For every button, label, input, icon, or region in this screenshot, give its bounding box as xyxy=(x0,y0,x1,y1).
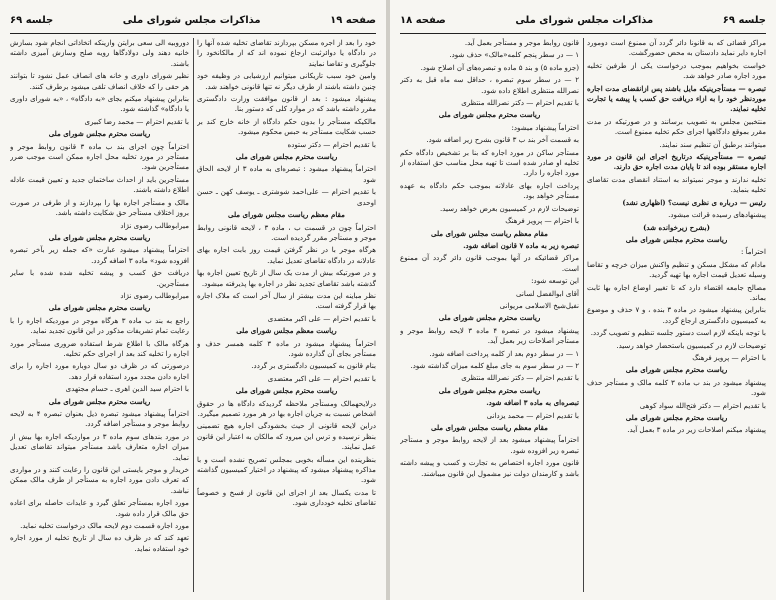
text-paragraph: تبصره زیر به ماده ۷ قانون اضافه شود. xyxy=(463,240,579,250)
text-paragraph: مورد اجاره قسمت دوم لایحه مالک درخواست تخلیه نماید. xyxy=(20,521,189,531)
text-paragraph: دریافت حق کسب و پیشه تخلیه شده شده با سایر مستأجرین. xyxy=(10,268,189,288)
text-paragraph: با تقدیم احترام — علی اکبر معتضدی xyxy=(267,313,376,323)
text-paragraph: (بشرح زیرخوانده شد) xyxy=(643,222,710,232)
text-paragraph: میرابوطالب رضوی نژاد xyxy=(120,290,189,300)
text-paragraph: ریاست محترم مجلس شورای ملی xyxy=(625,365,728,375)
text-paragraph: ریاست محترم مجلس شورای ملی xyxy=(438,110,541,120)
header-rule xyxy=(400,33,766,34)
text-paragraph: با تقدیم احترام — دکتر نصرالله منتظری xyxy=(461,373,579,383)
text-paragraph: مستأجرین باید از احداث ساختمان جدید و تعیین قیمت عادله اطلاع داشته باشند. xyxy=(10,174,189,195)
journal-title: مذاکرات مجلس شورای ملی xyxy=(122,14,261,26)
text-paragraph: ریاست محترم مجلس شورای ملی xyxy=(438,385,541,395)
text-paragraph: مالک و مستأجر اجاره بها را بپردازند و از طرفی در صورت بروز اختلاف مستأجر حق شکایت داشته باشد. xyxy=(10,197,189,218)
text-paragraph: درصورتی که در ظرف دو سال دوباره مورد اجاره را برای اجاره دادن مجدد مورد استفاده قرار دهد. xyxy=(10,361,189,381)
text-paragraph: تا مدت یکسال بعد از اجرای این قانون از فسخ و خصوصاً تقاضای تخلیه خودداری شود. xyxy=(197,487,376,508)
text-paragraph: احتراماً چون در قسمت ب ، ماده ۳ ، لایحه قانونی روابط موجر و مستأجر مقرر گردیده است. xyxy=(197,222,376,242)
text-paragraph: احتراماً پیشنهاد میشود: xyxy=(511,122,579,132)
text-paragraph: هرگاه موجر با در نظر گرفتن قیمت روز بابت اجاره بهای عادلانه در دادگاه تقاضای تعدیل نماید. xyxy=(197,245,376,265)
text-paragraph: احتراماً پیشنهاد میشود بعد از لایحه روابط موجر و مستأجر تبصره زیر افزوده شود. xyxy=(400,435,579,455)
text-paragraph: احتراماً : xyxy=(741,247,766,257)
text-paragraph: ۱ — در سطر دوم بعد از کلمه پرداخت اضافه شود. xyxy=(429,348,579,358)
text-paragraph: با توجه باینکه لازم است دستور جلسه تنظیم و تصویب گردد. xyxy=(590,328,766,338)
text-paragraph: بنام قانون به کمیسیون دادگستری بر گردد. xyxy=(251,361,376,371)
text-paragraph: تبصره — مستأجرینیکه مایل باشند پس ازانقضای مدت اجاره موردنظر خود را به ازاء دریافت حق کسب یا پیشه یا تجارت تخلیه نمایند. xyxy=(587,83,766,114)
text-paragraph: احتراماً پیشنهاد میشود : تبصره‌ای به ماده ۳ از لایحه الحاق شود xyxy=(197,164,376,184)
text-paragraph: در مورد بندهای سوم ماده ۳ در مواردیکه اجاره بها بیش از میزان اجاره متعارف باشد مستأجر میتواند تقاضای تعدیل نماید. xyxy=(10,431,189,462)
text-paragraph: با تقدیم احترام — علی‌احمد شوشتری ـ یوسف کهن ـ حسن اوحدی xyxy=(197,187,376,207)
text-paragraph: بنظرینده این مسأله بخوبی بمجلس تصریح نشده است و با مذاکره پیشنهاد میشود که پیشنهاد در اختیار کمیسیون گذاشته شود. xyxy=(197,454,376,485)
left-page-column-right xyxy=(197,38,376,592)
text-paragraph: با احترام — پرویز فرهنگ xyxy=(505,216,579,226)
text-paragraph: آقای ابوالفضل لسانی xyxy=(516,288,579,298)
text-paragraph: توضیحات لازم در کمیسیون باستحضار خواهد رسید. xyxy=(616,340,766,350)
text-paragraph: منتخبین مجلس به تصویب برسانند و در صورتیکه در مدت مقرر بموقع دادگاهها اجرای حکم تخلیه ممنوع است. xyxy=(587,116,766,137)
text-paragraph: با تقدیم احترام — دکتر فتح‌الله سواد کوهی xyxy=(639,400,766,410)
text-paragraph: ریاست محترم مجلس شورای ملی xyxy=(48,232,151,242)
left-page-columns xyxy=(10,38,376,592)
text-paragraph: پرداخت اجاره بهای عادلانه بموجب حکم دادگاه به عهده مستأجر خواهد بود. xyxy=(400,180,579,201)
text-paragraph: با تقدیم احترام — دکتر نصرالله منتظری xyxy=(461,98,579,108)
text-paragraph: ریاست محترم مجلس شورای ملی xyxy=(438,313,541,323)
text-paragraph: ریاست محترم مجلس شورای ملی xyxy=(48,303,151,313)
text-paragraph: نظیر شورای داوری و خانه های انصاف عمل نشود تا بتوانند هر حقی را که خلاف انصاف تلقی میشود برطرف کنند. xyxy=(10,71,189,91)
text-paragraph: پیشنهاد میکنم اصلاحات زیر در ماده ۳ بعمل آید. xyxy=(627,425,766,435)
session-number: جلسه ۶۹ xyxy=(722,14,766,26)
text-paragraph: مالکیکه مستأجر را بدون حکم دادگاه از خانه خارج کند بر حسب شکایت مستأجر به حبس محکوم میشود. xyxy=(197,116,376,137)
text-paragraph: با احترام — پرویز فرهنگ xyxy=(692,352,766,362)
text-paragraph: خریدار و موجر بایستی این قانون را رعایت کنند و در مواردی که تعرف دادن مورد اجاره به مستأجر از طرف مالک ممکن نباشد. xyxy=(10,465,189,495)
left-page-column-left xyxy=(10,38,189,592)
text-paragraph: ریاست محترم مجلس شورای ملی xyxy=(625,234,728,244)
text-paragraph: بنابراین پیشنهاد میکنم بجای «به دادگاه» ، «به شورای داوری یا دادگاه» گذاشته شود. xyxy=(10,94,189,114)
text-paragraph: ۲ — در سطر سوم تبصره ، حداقل سه ماه قبل به دکتر نصرالله منتظری اطلاع داده شود. xyxy=(400,75,579,95)
text-paragraph: راجع به بند ب ماده ۳ هرگاه موجر در موردیکه اجاره را با رعایت تمام تشریفات مذکور در این قانون تجدید نماید. xyxy=(10,315,189,336)
text-paragraph: به قسمت آخر بند ب ۳ قانون بشرح زیر اضافه شود. xyxy=(426,135,579,145)
text-paragraph: ۱ — در سطر پنجم کلمه«مالک» حذف شود. xyxy=(449,50,579,60)
text-paragraph: و در صورتیکه بیش از مدت یک سال از تاریخ تعیین اجاره بها گذشته باشد تقاضای تجدید نظر در اجاره بها پذیرفته میشود. xyxy=(197,268,376,288)
text-paragraph: نفیل‌شیخ الاسلامی مریوانی xyxy=(499,300,579,310)
text-paragraph: با تقدیم احترام — محمد رضا کبیری xyxy=(84,116,189,126)
text-paragraph: تخلیه ندارند و موجر نمیتواند به استناد انقضای مدت تقاضای تخلیه بنماید. xyxy=(587,174,766,195)
text-paragraph: با تقدیم احترام — محمد یزدانی xyxy=(486,410,579,420)
text-paragraph: ریاست معظم مجلس شورای ملی xyxy=(236,326,337,336)
text-paragraph: با احترام سید الدین اهری ـ حسام مجتهدی xyxy=(65,384,189,394)
text-paragraph: ریاست محترم مجلس شورای ملی xyxy=(48,129,151,139)
text-paragraph: با تقدیم احترام — علی اکبر معتضدی xyxy=(267,373,376,383)
text-paragraph: پیشنهادهای رسیده قرائت میشود. xyxy=(668,210,766,220)
left-page xyxy=(0,0,386,600)
journal-title: مذاکرات مجلس شورای ملی xyxy=(515,14,654,26)
right-page-header xyxy=(400,8,766,32)
text-paragraph: بنابراین پیشنهاد میشود در ماده ۳ بنده ، و ۷ حذف و موضوع به کمیسیون دادگستری ارجاع گردد. xyxy=(587,305,766,325)
text-paragraph: مورد اجاره بمستأجر تعلق گیرد و عایدات حاصله برای اعاده حق مالک قرار داده شود. xyxy=(10,498,189,518)
text-paragraph: تبصره — مستأجرینیکه درتاریخ اجرای این قانون در مورد اجاره مستقر بوده اند تا پایان مدت اجاره حق دارند. xyxy=(587,152,766,172)
text-paragraph: نظر مباینه این مدت بیشتر از سال آخر است که ملاک اجاره بها قرار گرفته است. xyxy=(197,290,376,311)
text-paragraph: احتراماً چون اجرای بند ب ماده ۳ قانون روابط موجر و مستأجر در مورد تخلیه محل اجاره ممکن است موجب ضرر مستأجرین شود. xyxy=(10,141,189,172)
text-paragraph: خواست بخواهیم بموجب درخواست یکی از طرفین تخلیه مورد اجاره صادر خواهد شد. xyxy=(587,60,766,81)
text-paragraph: قانون روابط موجر و مستأجر بعمل آید. xyxy=(464,38,579,47)
text-paragraph: هرگاه مالک با اطلاع شرط استفاده ضروری مستأجر مورد اجاره را تخلیه کند بعد از اجرای حکم تخلیه. xyxy=(10,338,189,358)
text-paragraph: مراکز قضائیکه در آنها بموجب قانون دائر گردد آن ممنوع است. xyxy=(400,253,579,273)
text-paragraph: مستأجر ساکن در مورد اجاره که بنا بر تشخیص دادگاه حکم تخلیه او صادر شده است تا تهیه محل مناسب حق استفاده از مورد اجاره را دارد. xyxy=(400,147,579,178)
text-paragraph: قانون مورد اجاره اختصاص به تجارت و کسب و پیشه داشته باشد و کارمندان دولت نیز مشمول این قانون میباشند. xyxy=(400,458,579,478)
text-paragraph: دوروبیه الی سعی برایتن وازینکه اتخاذاتی انجام شود بسازش خانیه دهند ولی دولادگاها رویه صلح وسازش آمیزی داشته باشند. xyxy=(10,38,189,68)
text-paragraph: ریاست محترم مجلس شورای ملی xyxy=(48,396,151,406)
text-paragraph: درلایحهمالک ومستأجر ملاحظه گردیدکه دادگاه ها در حقوق اشخاص نسبت به جریان اجاره بها در هر مورد تصمیم میگیرد. xyxy=(197,398,376,418)
text-paragraph: (جزو ماده ۵) و بند ۵ ماده و تبصره‌های آن اصلاح شود. xyxy=(420,62,579,72)
text-paragraph: مصالح جامعه اقتضاء دارد که تا تغییر اوضاع اجاره بها ثابت بماند. xyxy=(587,282,766,302)
right-page-column-right xyxy=(587,38,766,592)
session-number: جلسه ۶۹ xyxy=(10,14,54,26)
text-paragraph: خود را بعد از اجره مسکن بپردازند تقاضای تخلیه شده آنها را در دادگاه یا دوائرثبت ارجاع نموده اند که از مالکانخود را جلوگیری و تقاضا نمایند xyxy=(197,38,376,68)
text-paragraph: احتراماً پیشنهاد میشود در ماده ۳ کلمه همسر حذف و مستأجر بجای آن گذارده شود. xyxy=(197,338,376,358)
text-paragraph: ریاست محترم مجلس شورای ملی xyxy=(235,152,338,162)
text-paragraph: تعهد کند که در ظرف ده سال از تاریخ تخلیه از مورد اجاره خود استفاده نماید. xyxy=(10,533,189,553)
page-number: صفحه ۱۹ xyxy=(330,14,376,26)
text-paragraph: رئیس — درباره ی نظری نیست؟ (اظهاری نشد) xyxy=(622,197,766,207)
text-paragraph: وامین خود سبب تاریکانی میتوانیم ارزشیابی در وظیفه خود چنین داشته باشند از طرف دیگر نه تنها قانونی خواهند شد. xyxy=(197,71,376,91)
right-page xyxy=(390,0,776,600)
text-paragraph: پیشنهاد میشود در بند ب ماده ۳ کلمه مالک و مستأجر حذف شود. xyxy=(587,377,766,398)
text-paragraph: مراکز قضائی که به قانونا دائر گردد آن ممنوع است دومورد اجاره دایر نماید دادستان به محض حضورگشت. xyxy=(587,38,766,58)
text-paragraph: دراین لایحه قانونی از حیث بخشودگی اجاره هیچ تضمینی بنظر نرسیده و ترس این میرود که مالکان به اعتبار این قانون عمل نمایند. xyxy=(197,421,376,452)
text-paragraph: میتوانند برطبق آن تنظیم سند نمایند. xyxy=(659,139,766,149)
page-number: صفحه ۱۸ xyxy=(400,14,446,26)
header-rule xyxy=(10,33,376,34)
text-paragraph: توضیحات لازم در کمیسیون بعرض خواهد رسید. xyxy=(439,203,579,213)
text-paragraph: ریاست محترم مجلس شورای ملی xyxy=(235,386,338,396)
text-paragraph: مقام معظم ریاست مجلس شورای ملی xyxy=(431,228,548,238)
text-paragraph: میرابوطالب رضوی نژاد xyxy=(120,220,189,230)
text-paragraph: ۲ — در سطر سوم به جای مبلغ کلمه میزان گذاشته شود. xyxy=(410,360,579,370)
right-page-column-left xyxy=(400,38,579,592)
text-paragraph: مادام که مشکل مسکن و تنظیم واکنش میزان خرچه و تقاضا وسیله تعدیل قیمت اجاره بها تهیه گردید. xyxy=(587,259,766,280)
text-paragraph: با تقدیم احترام — دکتر ستوده xyxy=(287,139,376,149)
text-paragraph: پیشنهاد میشود در تبصره ۴ ماده ۳ لایحه روابط موجر و مستأجر اصلاحات زیر بعمل آید. xyxy=(400,325,579,346)
text-paragraph: تبصره‌ای به ماده ۳ اضافه شود. xyxy=(486,398,579,408)
text-paragraph: احتراماً پیشنهاد میشود عبارت «که جمله زیر بآخر تبصره افزوده شود» ماده ۳ اضافه گردد. xyxy=(10,245,189,265)
text-paragraph: پیشنهاد میشود : بعد از قانون موافقت وزارت دادگستری مقرر داشته باشد که در موارد کلی که دستور بنا. xyxy=(197,94,376,114)
left-page-header xyxy=(10,8,376,32)
right-page-columns xyxy=(400,38,766,592)
text-paragraph: این توسعه شود: xyxy=(531,276,579,286)
text-paragraph: مقام معظم ریاست مجلس شورای ملی xyxy=(431,423,548,432)
text-paragraph: احتراماً پیشنهاد میشود تبصره ذیل بعنوان تبصره ۴ به لایحه روابط موجر و مستأجر اضافه گردد. xyxy=(10,409,189,429)
text-paragraph: مقام معظم ریاست مجلس شورای ملی xyxy=(228,210,345,220)
text-paragraph: ریاست محترم مجلس شورای ملی xyxy=(625,413,728,422)
